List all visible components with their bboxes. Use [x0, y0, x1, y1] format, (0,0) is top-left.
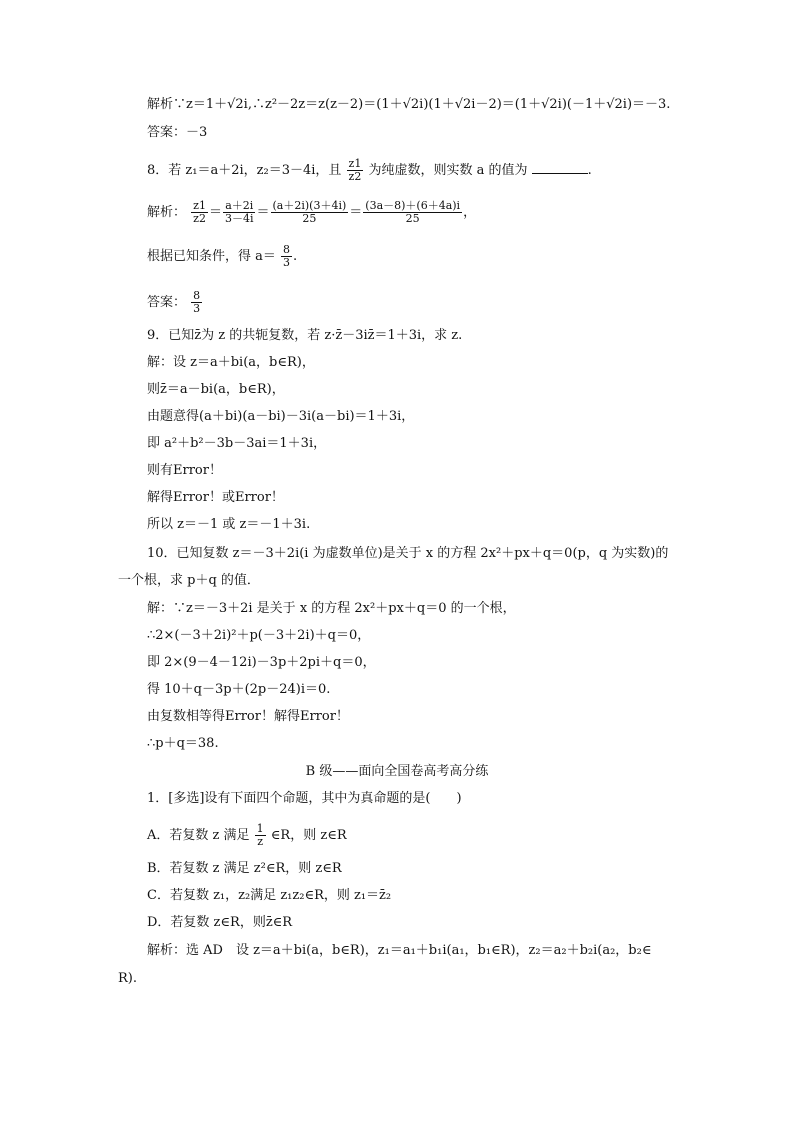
frac-step1: $\frac{a+2i}{3-4i}$	[224, 199, 254, 225]
question-10: 10．已知复数 z＝－3＋2i(i 为虚数单位)是关于 x 的方程 2x²＋px＋q＝0(p，q 为实数)的	[147, 546, 669, 561]
solution-line: 解：设 z＝a＋bi(a，b∈R)，	[147, 355, 315, 370]
solution-line: 解：∵z＝－3＋2i 是关于 x 的方程 2x²＋px＋q＝0 的一个根，	[147, 601, 516, 616]
frac-step2: $\frac{(a+2i)(3+4i)}{25}$	[272, 199, 347, 225]
solution-line: 解析：选 AD 设 z＝a＋bi(a，b∈R)，z₁＝a₁＋b₁i(a₁，b₁∈R)，z₂＝a₂＋b₂i(a₂，b₂∈	[147, 943, 652, 958]
frac-answer: $\frac{8}{3}$	[193, 289, 201, 315]
answer-blank	[532, 161, 588, 174]
solution-line: 则有Error！	[147, 463, 222, 478]
solution-line: 则z̄＝a－bi(a，b∈R)，	[147, 382, 285, 397]
question-9: 9．已知z̄为 z 的共轭复数，若 z·z̄－3iz̄＝1＋3i，求 z.	[147, 328, 463, 343]
option-d: D．若复数 z∈R，则z̄∈R	[147, 915, 293, 930]
solution-line: 得 10＋q－3p＋(2p－24)i＝0.	[147, 682, 331, 697]
q8-fraction: $\frac{z1}{z2}$	[348, 157, 362, 183]
option-b: B．若复数 z 满足 z²∈R，则 z∈R	[147, 861, 342, 876]
q8-text-end: 为纯虚数，则实数 a 的值为	[368, 163, 528, 178]
solution-8-equation: 解析： $\frac{z1}{z2}$ ＝ $\frac{a+2i}{3-4i}$ ＝ $\frac{(a+2i)(3+4i)}{25}$ ＝ $\frac{(3a-8)+(6+4a)i}{25}$ ，	[147, 199, 477, 225]
frac-a-value: $\frac{8}{3}$	[283, 243, 291, 269]
solution-line: 解析∵z＝1＋√2i,∴z²－2z＝z(z－2)＝(1＋√2i)(1＋√2i－2)＝(1＋√2i)(－1＋√2i)＝－3.	[147, 97, 671, 112]
frac-step3: $\frac{(3a-8)+(6+4a)i}{25}$	[365, 199, 461, 225]
frac-ratio: $\frac{z1}{z2}$	[193, 199, 206, 225]
solution-line: ∴2×(－3＋2i)²＋p(－3＋2i)＋q＝0，	[147, 628, 371, 643]
solution-line: 即 2×(9－4－12i)－3p＋2pi＋q＝0，	[147, 655, 376, 670]
frac-reciprocal: $\frac{1}{z}$	[256, 822, 264, 848]
answer-8: 答案： $\frac{8}{3}$	[147, 289, 201, 315]
question-10-cont: 一个根，求 p＋q 的值．	[118, 573, 260, 588]
q8-text-start: 8．若 z₁＝a＋2i，z₂＝3－4i，且	[147, 163, 342, 178]
solution-line: R).	[118, 971, 137, 986]
answer-line: 答案：－3	[147, 125, 208, 140]
question-b1: 1．[多选]设有下面四个命题，其中为真命题的是( )	[147, 791, 462, 806]
solution-line: 由题意得(a＋bi)(a－bi)－3i(a－bi)＝1＋3i，	[147, 409, 415, 424]
option-a: A．若复数 z 满足 $\frac{1}{z}$ ∈R，则 z∈R	[147, 822, 347, 848]
solution-line: 解得Error！或Error！	[147, 490, 284, 505]
solution-line: 由复数相等得Error！解得Error！	[147, 709, 349, 724]
solution-line: 即 a²＋b²－3b－3ai＝1＋3i，	[147, 436, 327, 451]
solution-line: ∴p＋q＝38.	[147, 736, 219, 751]
section-heading: B 级——面向全国卷高考高分练	[305, 764, 489, 779]
solution-line: 所以 z＝－1 或 z＝－1＋3i.	[147, 517, 311, 532]
solution-8-result: 根据已知条件，得 a＝ $\frac{8}{3}$ .	[147, 243, 298, 269]
question-8: 8．若 z₁＝a＋2i，z₂＝3－4i，且 $\frac{z1}{z2}$ 为纯虚数，则实数 a 的值为 .	[147, 157, 592, 183]
option-c: C．若复数 z₁，z₂满足 z₁z₂∈R，则 z₁＝z̄₂	[147, 888, 392, 903]
